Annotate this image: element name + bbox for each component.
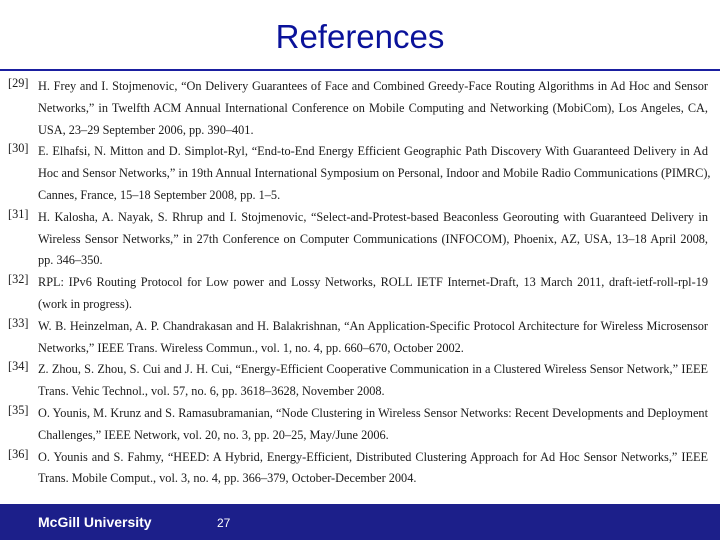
reference-text-line: pp. 346–350. xyxy=(38,253,103,268)
reference-number: [31] xyxy=(8,206,29,221)
reference-number: [32] xyxy=(8,272,29,287)
reference-text-line: USA, 23–29 September 2006, pp. 390–401. xyxy=(38,122,254,137)
reference-number: [36] xyxy=(8,446,29,461)
reference-text-line: (work in progress). xyxy=(38,296,132,311)
reference-text-line: Hoc and Sensor Networks,” in 19th Annual International Symposium on Personal, Indoor and Mobile Radio Communications (PIMRC), xyxy=(38,166,711,181)
reference-number: [29] xyxy=(8,76,29,90)
reference-text-line: H. Frey and I. Stojmenovic, “On Delivery Guarantees of Face and Combined Greedy-Face Routing Algorithms in Ad Hoc and Sensor xyxy=(38,79,708,93)
page-number: 27 xyxy=(217,516,231,530)
footer-organization: McGill University xyxy=(38,514,152,530)
reference-item xyxy=(8,272,708,316)
reference-number: [35] xyxy=(8,402,29,417)
reference-text-line: O. Younis and S. Fahmy, “HEED: A Hybrid, Energy-Efficient, Distributed Clustering Approach for Ad Hoc Sensor Networks,” IEEE xyxy=(38,449,708,464)
reference-item xyxy=(8,207,708,272)
slide-title: References xyxy=(275,18,445,55)
reference-number: [33] xyxy=(8,315,29,330)
reference-text-line: O. Younis, M. Krunz and S. Ramasubramanian, “Node Clustering in Wireless Sensor Networks: Recent Developments and Deployment xyxy=(38,405,708,420)
footer-bar xyxy=(0,504,720,540)
title-divider xyxy=(0,69,720,71)
reference-text-line: Cannes, France, 15–18 September 2008, pp. 1–5. xyxy=(38,187,281,202)
reference-list xyxy=(8,76,711,490)
reference-text-line: Trans. Vehic Technol., vol. 57, no. 6, pp. 3618–3628, November 2008. xyxy=(38,384,385,399)
reference-item xyxy=(8,447,708,491)
reference-item xyxy=(8,359,708,403)
reference-text-line: Networks,” in Twelfth ACM Annual International Conference on Mobile Computing and Networking (MobiCom), Los Angeles, CA, xyxy=(38,100,708,115)
reference-number: [34] xyxy=(8,359,29,374)
reference-text-line: Trans. Mobile Comput., vol. 3, no. 4, pp. 366–379, October-December 2004. xyxy=(38,471,417,486)
reference-text-line: Z. Zhou, S. Zhou, S. Cui and J. H. Cui, “Energy-Efficient Cooperative Communication in a Clustered Wireless Sensor Network,” IEEE xyxy=(38,362,708,377)
reference-text-line: RPL: IPv6 Routing Protocol for Low power and Lossy Networks, ROLL IETF Internet-Draft, 13 March 2011, draft-ietf-roll-rpl-19 xyxy=(38,275,708,290)
reference-text-line: W. B. Heinzelman, A. P. Chandrakasan and H. Balakrishnan, “An Application-Specific Protocol Architecture for Wireless Microsensor xyxy=(38,318,708,333)
reference-text-line: Networks,” IEEE Trans. Wireless Commun., vol. 1, no. 4, pp. 660–670, October 2002. xyxy=(38,340,464,355)
reference-text-line: H. Kalosha, A. Nayak, S. Rhrup and I. Stojmenovic, “Select-and-Protest-based Beaconless Georouting with Guaranteed Delivery in xyxy=(38,209,708,224)
reference-number: [30] xyxy=(8,141,29,156)
reference-text-line: Wireless Sensor Networks,” in 27th Conference on Computer Communications (INFOCOM), Phoenix, AZ, USA, 13–18 April 2008, xyxy=(38,231,708,246)
reference-text-line: E. Elhafsi, N. Mitton and D. Simplot-Ryl, “End-to-End Energy Efficient Geographic Path Discovery With Guaranteed Delivery in Ad xyxy=(38,144,708,159)
reference-item xyxy=(8,403,708,447)
reference-item xyxy=(8,141,711,206)
reference-text-line: Challenges,” IEEE Network, vol. 20, no. 3, pp. 20–25, May/June 2006. xyxy=(38,427,389,442)
reference-item xyxy=(8,76,708,141)
reference-item xyxy=(8,316,708,360)
